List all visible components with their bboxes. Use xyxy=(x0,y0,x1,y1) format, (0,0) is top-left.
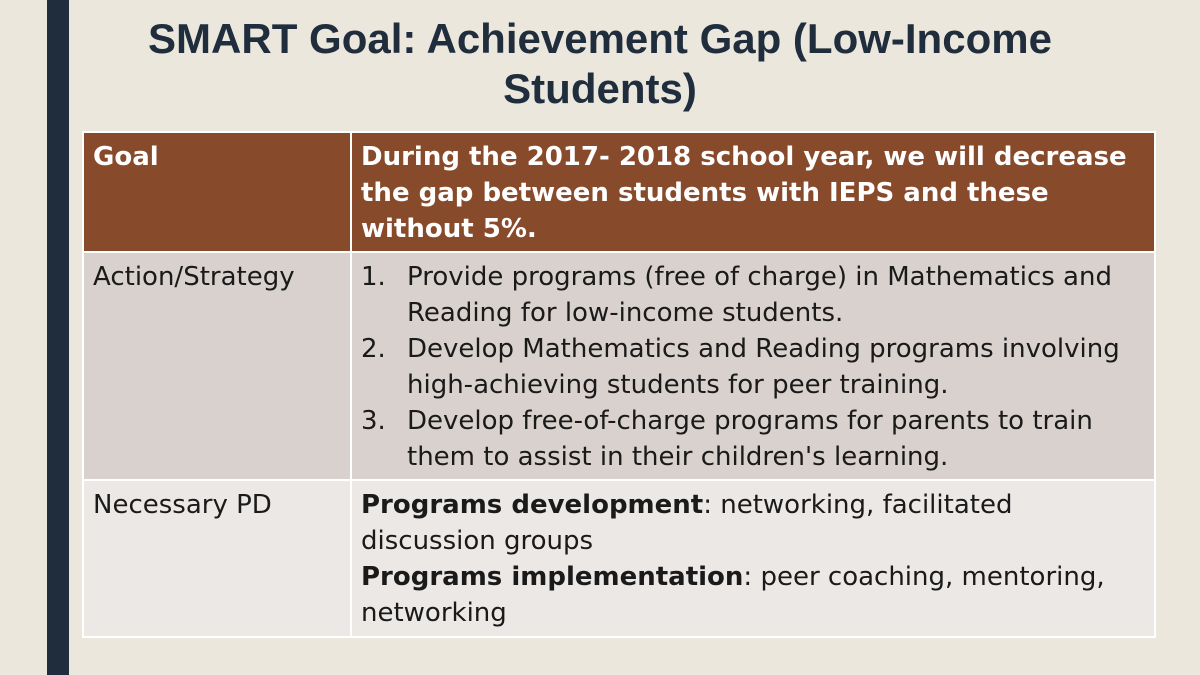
goal-label: Goal xyxy=(83,132,351,252)
pd-separator: : xyxy=(743,562,753,592)
strategy-item xyxy=(361,259,1145,331)
pd-label: Necessary PD xyxy=(83,480,351,637)
strategy-list xyxy=(361,259,1145,475)
strategy-item-number: 1. xyxy=(361,262,386,292)
pd-description: networking, facilitated discussion groups xyxy=(361,490,1013,556)
pd-term: Programs development xyxy=(361,490,704,520)
side-accent-bar xyxy=(47,0,69,675)
pd-cell xyxy=(351,480,1155,637)
pd-separator: : xyxy=(703,490,712,520)
table-row-necessary-pd xyxy=(83,480,1155,637)
strategy-item-text: Develop Mathematics and Reading programs involving high-achieving students for peer training. xyxy=(407,334,1120,400)
strategy-item xyxy=(361,331,1145,403)
action-cell xyxy=(351,252,1155,480)
strategy-item xyxy=(361,403,1145,475)
pd-line xyxy=(361,487,1145,559)
table-row-goal xyxy=(83,132,1155,252)
pd-term: Programs implementation xyxy=(361,562,744,592)
table-row-action-strategy xyxy=(83,252,1155,480)
action-label: Action/Strategy xyxy=(83,252,351,480)
pd-line xyxy=(361,559,1145,631)
strategy-item-number: 2. xyxy=(361,334,386,364)
slide-title: SMART Goal: Achievement Gap (Low-Income Students) xyxy=(148,15,1052,112)
goal-text: During the 2017- 2018 school year, we will decrease the gap between students with IEPS and these without 5%. xyxy=(351,132,1155,252)
strategy-item-text: Provide programs (free of charge) in Mathematics and Reading for low-income students. xyxy=(407,262,1112,328)
smart-goal-table xyxy=(82,131,1156,638)
strategy-item-number: 3. xyxy=(361,406,386,436)
strategy-item-text: Develop free-of-charge programs for parents to train them to assist in their children's learning. xyxy=(407,406,1093,472)
pd-description: peer coaching, mentoring, networking xyxy=(361,562,1105,628)
